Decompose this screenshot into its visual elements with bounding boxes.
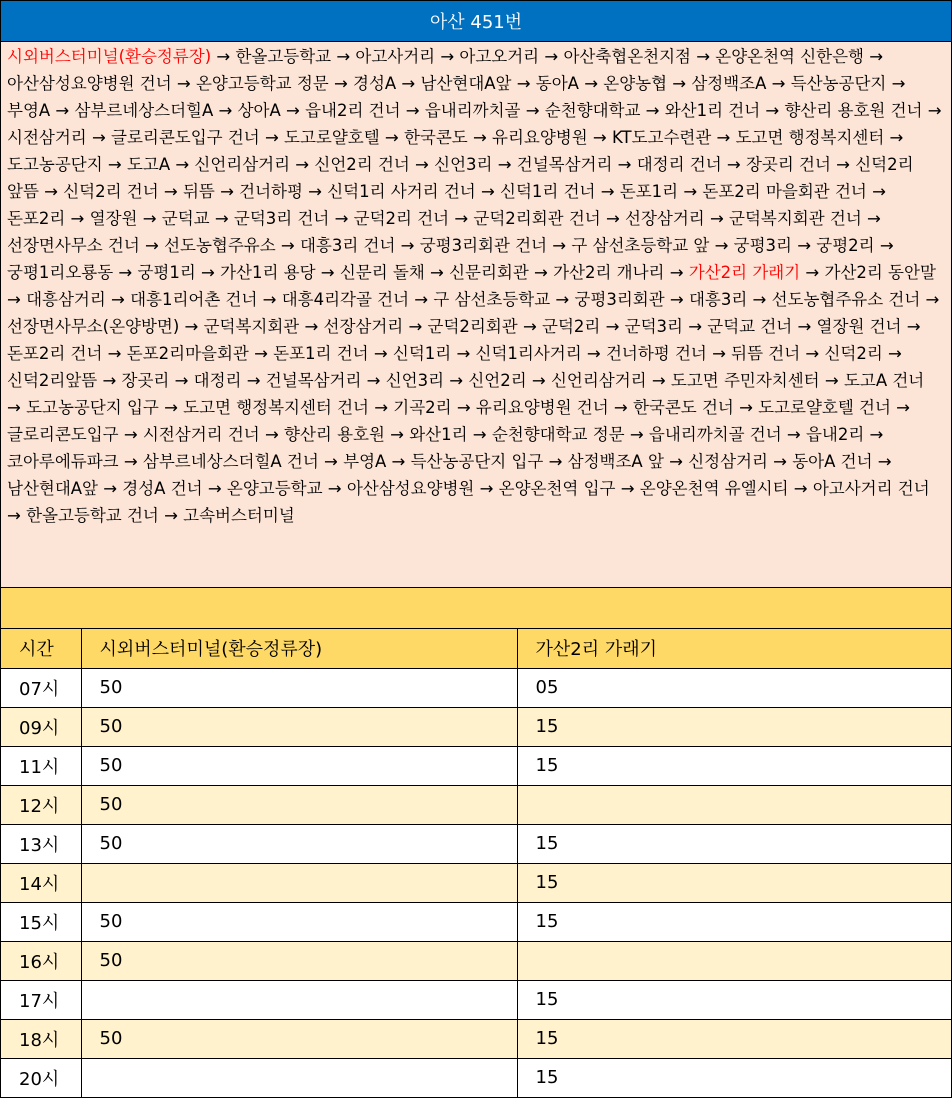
- cell-garaegi-minute: 15: [517, 902, 951, 941]
- cell-hour: 11시: [1, 746, 81, 785]
- route-description: [1, 42, 951, 588]
- cell-hour: 07시: [1, 668, 81, 707]
- cell-garaegi-minute: [517, 941, 951, 980]
- cell-garaegi-minute: 15: [517, 863, 951, 902]
- table-row: [1, 902, 951, 941]
- cell-terminal-minute: 50: [81, 668, 517, 707]
- table-row: [1, 785, 951, 824]
- route-title: 아산 451번: [1, 1, 951, 42]
- route-start-stop: 시외버스터미널(환승정류장): [7, 47, 212, 66]
- cell-terminal-minute: [81, 863, 517, 902]
- cell-garaegi-minute: 15: [517, 980, 951, 1019]
- table-row: [1, 980, 951, 1019]
- table-header-row: [1, 629, 951, 668]
- cell-hour: 16시: [1, 941, 81, 980]
- header-spacer: [1, 588, 951, 629]
- cell-garaegi-minute: 15: [517, 824, 951, 863]
- header-time: 시간: [1, 629, 81, 668]
- table-row: [1, 746, 951, 785]
- table-row: [1, 824, 951, 863]
- cell-hour: 18시: [1, 1019, 81, 1058]
- cell-hour: 09시: [1, 707, 81, 746]
- route-outbound-stops: → 한올고등학교 → 아고사거리 → 아고오거리 → 아산축협온천지점 → 온양온천역 신한은행 → 아산삼성요양병원 건너 → 온양고등학교 정문 → 경성A → 남산현대A앞 → 동아A → 온양농협 → 삼정백조A → 득산농공단지 → 부영A → 삼부르네상스더힐A → 상아A → 읍내2리 건너 → 읍내리까치골 → 순천향대학교 → 와산1리 건너 → 향산리 용호원 건너 → 시전삼거리 → 글로리콘도입구 건너 → 도고로얄호텔 → 한국콘도 → 유리요양병원 → KT도고수련관 → 도고면 행정복지센터 → 도고농공단지 → 도고A → 신언리삼거리 → 신언2리 건너 → 신언3리 → 건널목삼거리 → 대정리 건너 → 장곳리 건너 → 신덕2리 앞뜸 → 신덕2리 건너 → 뒤뜸 → 건너하평 → 신덕1리 사거리 건너 → 신덕1리 건너 → 돈포1리 → 돈포2리 마을회관 건너 → 돈포2리 → 열장원 → 군덕교 → 군덕3리 건너 → 군덕2리 건너 → 군덕2리회관 건너 → 선장삼거리 → 군덕복지회관 건너 → 선장면사무소 건너 → 선도농협주유소 → 대흥3리 건너 → 궁평3리회관 건너 → 구 삼선초등학교 앞 → 궁평3리 → 궁평2리 → 궁평1리오룡동 → 궁평1리 → 가산1리 용당 → 신문리 돌채 → 신문리회관 → 가산2리 개나리 →: [7, 47, 942, 282]
- cell-garaegi-minute: [517, 785, 951, 824]
- cell-hour: 13시: [1, 824, 81, 863]
- cell-hour: 15시: [1, 902, 81, 941]
- table-row: [1, 668, 951, 707]
- schedule-table: [1, 629, 951, 1097]
- cell-hour: 20시: [1, 1058, 81, 1097]
- cell-terminal-minute: 50: [81, 785, 517, 824]
- cell-terminal-minute: [81, 980, 517, 1019]
- route-turnaround-stop: 가산2리 가래기: [688, 263, 801, 282]
- table-row: [1, 941, 951, 980]
- header-terminal: 시외버스터미널(환승정류장): [81, 629, 517, 668]
- cell-garaegi-minute: 05: [517, 668, 951, 707]
- cell-garaegi-minute: 15: [517, 746, 951, 785]
- table-row: [1, 707, 951, 746]
- cell-garaegi-minute: 15: [517, 1019, 951, 1058]
- cell-garaegi-minute: 15: [517, 707, 951, 746]
- table-row: [1, 1058, 951, 1097]
- route-return-stops: → 가산2리 동안말 → 대흥삼거리 → 대흥1리어촌 건너 → 대흥4리각골 건너 → 구 삼선초등학교 → 궁평3리회관 → 대흥3리 → 선도농협주유소 건너 → 선장면사무소(온양방면) → 군덕복지회관 → 선장삼거리 → 군덕2리회관 → 군덕2리 → 군덕3리 → 군덕교 건너 → 열장원 건너 → 돈포2리 건너 → 돈포2리마을회관 → 돈포1리 건너 → 신덕1리 → 신덕1리사거리 → 건너하평 건너 → 뒤뜸 건너 → 신덕2리 → 신덕2리앞뜸 → 장곳리 → 대정리 → 건널목삼거리 → 신언3리 → 신언2리 → 신언리삼거리 → 도고면 주민자치센터 → 도고A 건너 → 도고농공단지 입구 → 도고면 행정복지센터 건너 → 기곡2리 → 유리요양병원 건너 → 한국콘도 건너 → 도고로얄호텔 건너 → 글로리콘도입구 → 시전삼거리 건너 → 향산리 용호원 → 와산1리 → 순천향대학교 정문 → 읍내리까치골 건너 → 읍내2리 → 코아루에듀파크 → 삼부르네상스더힐A 건너 → 부영A → 득산농공단지 입구 → 삼정백조A 앞 → 신정삼거리 → 동아A 건너 → 남산현대A앞 → 경성A 건너 → 온양고등학교 → 아산삼성요양병원 → 온양온천역 입구 → 온양온천역 유엘시티 → 아고사거리 건너 → 한올고등학교 건너 → 고속버스터미널: [7, 263, 940, 525]
- cell-terminal-minute: 50: [81, 824, 517, 863]
- table-row: [1, 863, 951, 902]
- cell-hour: 12시: [1, 785, 81, 824]
- cell-terminal-minute: 50: [81, 902, 517, 941]
- cell-terminal-minute: 50: [81, 1019, 517, 1058]
- cell-terminal-minute: 50: [81, 941, 517, 980]
- cell-terminal-minute: 50: [81, 746, 517, 785]
- cell-terminal-minute: 50: [81, 707, 517, 746]
- cell-hour: 14시: [1, 863, 81, 902]
- table-row: [1, 1019, 951, 1058]
- header-garaegi: 가산2리 가래기: [517, 629, 951, 668]
- cell-hour: 17시: [1, 980, 81, 1019]
- cell-terminal-minute: [81, 1058, 517, 1097]
- cell-garaegi-minute: 15: [535, 1067, 559, 1089]
